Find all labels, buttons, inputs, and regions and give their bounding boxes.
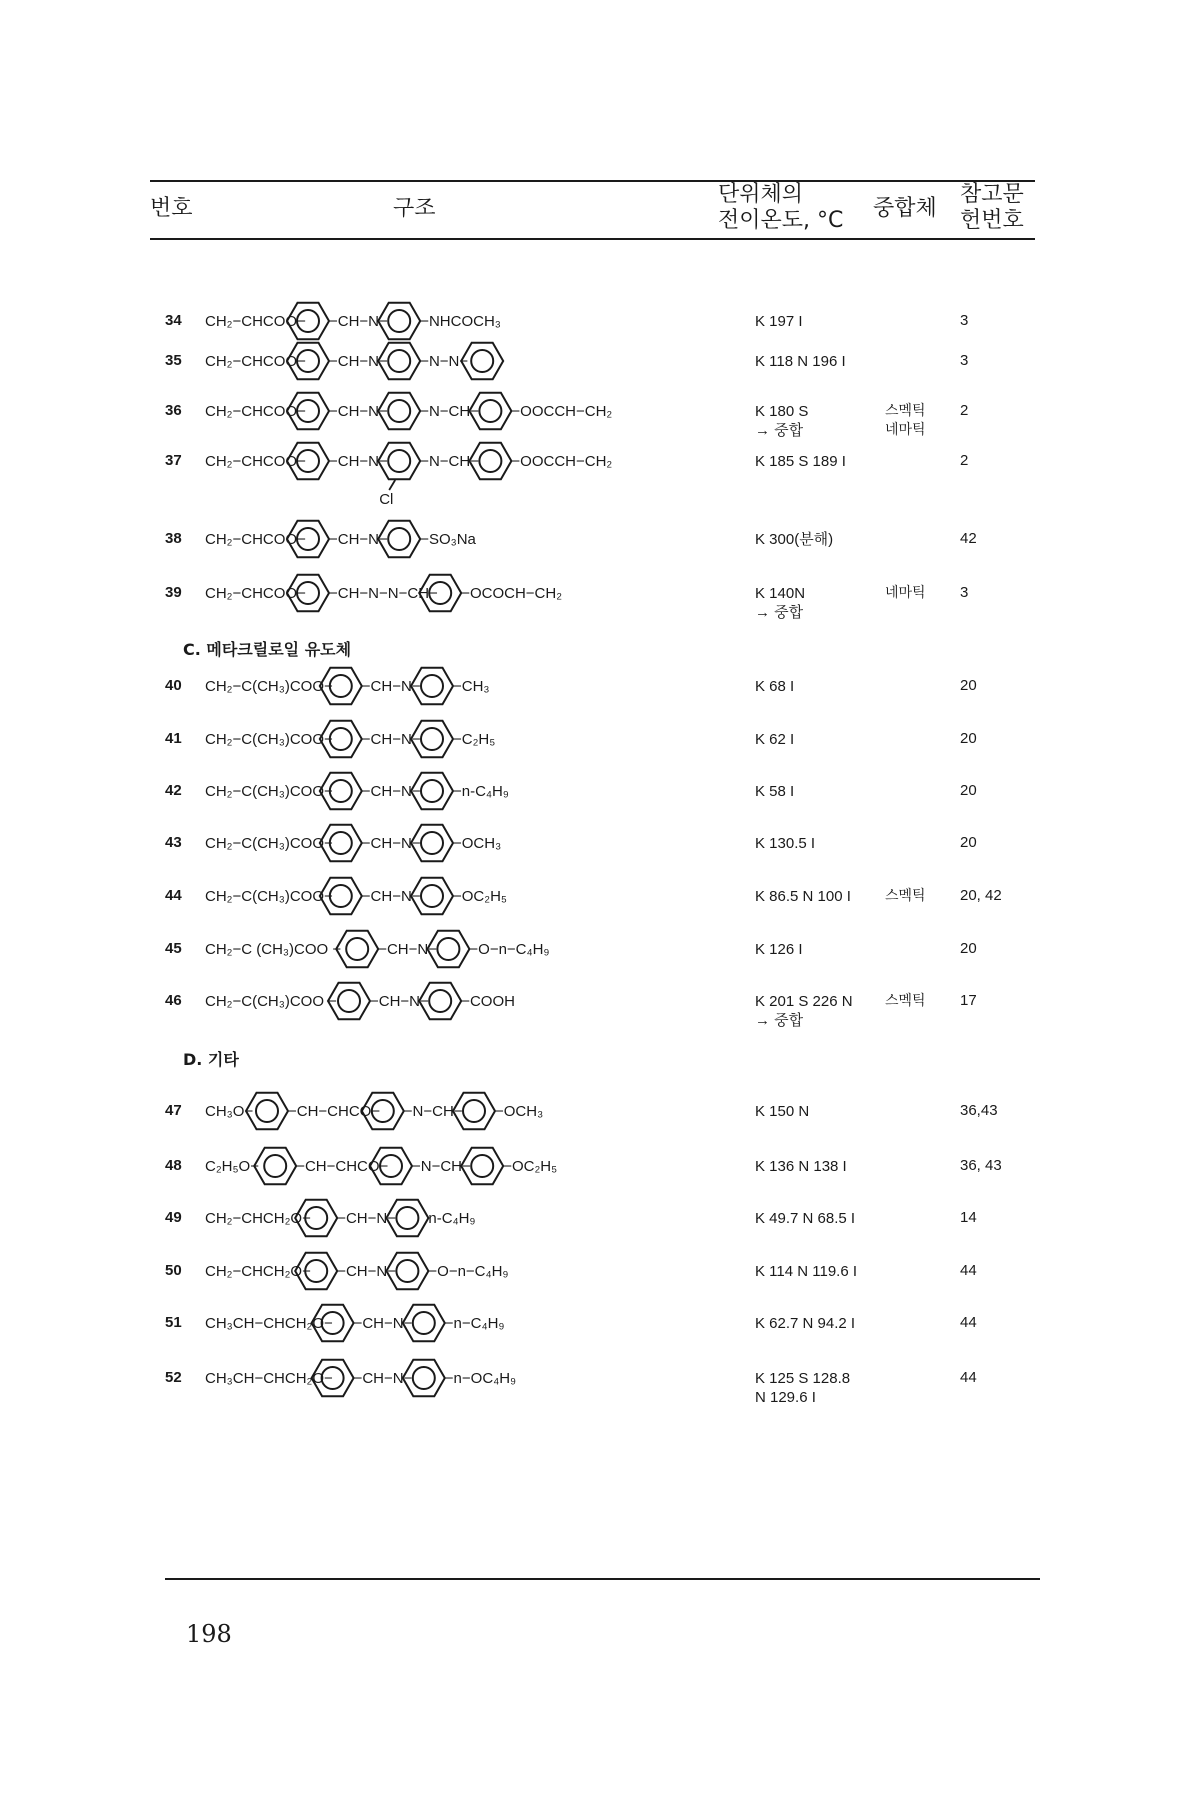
structure-drawing <box>205 976 745 1026</box>
chemical-structure <box>205 818 745 868</box>
compound-number: 34 <box>165 312 182 329</box>
structure-fragment: CH₂−CHCOO− <box>205 313 306 330</box>
chemical-structure <box>205 514 745 564</box>
chemical-structure <box>205 1086 745 1136</box>
structure-fragment: CH₃CH−CHCH₂O− <box>205 1370 333 1387</box>
section-d-title: D. 기타 <box>183 1050 239 1069</box>
structure-fragment: CH₂−CHCOO− <box>205 531 306 548</box>
structure-fragment: −SO₃Na <box>420 531 476 548</box>
structure-drawing <box>205 1141 745 1191</box>
structure-fragment: −NHCOCH₃ <box>420 313 501 330</box>
transition-temperature: K 180 S → 중합 <box>755 403 809 439</box>
structure-fragment: CH₂−CHCOO− <box>205 585 306 602</box>
chemical-structure <box>205 336 745 386</box>
aromatic-circle-icon <box>388 400 410 422</box>
structure-drawing <box>205 1193 745 1243</box>
aromatic-circle-icon <box>421 675 443 697</box>
structure-fragment: C₂H₅O− <box>205 1158 259 1175</box>
structure-fragment: −n−C₄H₉ <box>444 1315 505 1332</box>
structure-fragment: CH₂−C(CH₃)COO− <box>205 783 333 800</box>
reference-number: 20 <box>960 782 977 799</box>
header-polymer: 중합체 <box>873 196 937 221</box>
structure-fragment: CH₂−CHCOO− <box>205 403 306 420</box>
structure-fragment: −n−OC₄H₉ <box>444 1370 517 1387</box>
aromatic-circle-icon <box>479 400 501 422</box>
header-top-rule <box>150 180 1035 182</box>
compound-number: 45 <box>165 940 182 957</box>
reference-number: 20 <box>960 834 977 851</box>
reference-number: 36,43 <box>960 1102 998 1119</box>
reference-number: 3 <box>960 312 969 329</box>
aromatic-circle-icon <box>264 1155 286 1177</box>
aromatic-circle-icon <box>463 1100 485 1122</box>
transition-temperature: K 300(분해) <box>755 531 834 548</box>
structure-drawing <box>205 436 745 508</box>
chemical-structure <box>205 924 745 974</box>
structure-drawing <box>205 1298 745 1348</box>
reference-number: 2 <box>960 452 969 469</box>
section-c-title: C. 메타크릴로일 유도체 <box>183 640 352 659</box>
aromatic-circle-icon <box>421 780 443 802</box>
aromatic-circle-icon <box>471 1155 493 1177</box>
aromatic-circle-icon <box>388 350 410 372</box>
polymer-phase: 스멕틱 <box>885 993 926 1009</box>
aromatic-circle-icon <box>330 832 352 854</box>
transition-temperature: K 197 I <box>755 313 803 330</box>
compound-number: 36 <box>165 402 182 419</box>
header-structure: 구조 <box>393 196 436 221</box>
aromatic-circle-icon <box>421 728 443 750</box>
header-ref-2: 헌번호 <box>960 208 1024 233</box>
structure-fragment: −CH−N− <box>329 353 388 370</box>
aromatic-circle-icon <box>388 450 410 472</box>
table-row <box>0 1367 1200 1427</box>
reference-number: 44 <box>960 1369 977 1386</box>
structure-drawing <box>205 714 745 764</box>
structure-fragment: CH₂−C(CH₃)COO− <box>205 888 333 905</box>
transition-temperature: K 68 I <box>755 678 795 695</box>
structure-fragment: −CH−N− <box>361 783 421 800</box>
chemical-structure <box>205 1246 745 1296</box>
structure-fragment: −COOH <box>461 993 515 1010</box>
aromatic-circle-icon <box>330 675 352 697</box>
chemical-structure <box>205 661 745 711</box>
transition-temperature: K 49.7 N 68.5 I <box>755 1210 856 1227</box>
aromatic-circle-icon <box>338 990 360 1012</box>
compound-number: 48 <box>165 1157 182 1174</box>
compound-number: 35 <box>165 352 182 369</box>
structure-fragment: −CH−N− <box>361 678 421 695</box>
table-row <box>0 990 1200 1050</box>
structure-fragment: CH₂−C(CH₃)COO− <box>205 835 333 852</box>
aromatic-circle-icon <box>396 1207 418 1229</box>
aromatic-circle-icon <box>256 1100 278 1122</box>
aromatic-circle-icon <box>330 780 352 802</box>
compound-number: 49 <box>165 1209 182 1226</box>
transition-temperature: K 58 I <box>755 783 795 800</box>
header-ref-1: 참고문 <box>960 182 1024 207</box>
compound-number: 37 <box>165 452 182 469</box>
structure-fragment: −OOCCH−CH₂ <box>511 453 613 470</box>
structure-fragment: −CH−N− <box>361 731 421 748</box>
aromatic-circle-icon <box>388 310 410 332</box>
compound-number: 50 <box>165 1262 182 1279</box>
substituent-bond <box>389 480 395 490</box>
transition-temperature: K 136 N 138 I <box>755 1158 847 1175</box>
reference-number: 42 <box>960 530 977 547</box>
chemical-structure <box>205 976 745 1026</box>
reference-number: 3 <box>960 352 969 369</box>
structure-drawing <box>205 1353 745 1403</box>
aromatic-circle-icon <box>429 990 451 1012</box>
structure-fragment: −CH−N− <box>329 403 388 420</box>
header-bottom-rule <box>150 238 1035 240</box>
aromatic-circle-icon <box>346 938 368 960</box>
structure-drawing <box>205 924 745 974</box>
structure-fragment: CH₂−CHCOO− <box>205 353 306 370</box>
chemical-structure <box>205 568 745 618</box>
chemical-structure <box>205 1193 745 1243</box>
structure-fragment: CH₂−C(CH₃)COO− <box>205 731 333 748</box>
structure-fragment: −CH−N−N−CH− <box>329 585 438 602</box>
aromatic-circle-icon <box>479 450 501 472</box>
page-number: 198 <box>186 1620 232 1648</box>
structure-fragment: CH₃O− <box>205 1103 254 1120</box>
structure-drawing <box>205 514 745 564</box>
structure-fragment: −OCH₃ <box>453 835 502 852</box>
compound-number: 51 <box>165 1314 182 1331</box>
structure-drawing <box>205 661 745 711</box>
structure-fragment: −CH−CHCO− <box>288 1103 381 1120</box>
table-row <box>0 450 1200 510</box>
structure-fragment: −O−n−C₄H₉ <box>428 1263 509 1280</box>
structure-drawing <box>205 336 745 386</box>
transition-temperature: K 86.5 N 100 I <box>755 888 851 905</box>
transition-temperature: K 130.5 I <box>755 835 816 852</box>
polymer-phase: 스멕틱 네마틱 <box>885 403 926 438</box>
structure-fragment: CH₃CH−CHCH₂O− <box>205 1315 333 1332</box>
transition-temperature: K 126 I <box>755 941 803 958</box>
reference-number: 17 <box>960 992 977 1009</box>
chemical-structure <box>205 1298 745 1348</box>
structure-fragment: −OC₂H₅ <box>503 1158 558 1175</box>
structure-fragment: CH₂−CHCH₂O− <box>205 1210 311 1227</box>
structure-drawing <box>205 1086 745 1136</box>
transition-temperature: K 150 N <box>755 1103 810 1120</box>
benzene-ring-icon <box>336 931 378 967</box>
chemical-structure <box>205 766 745 816</box>
transition-temperature: K 62 I <box>755 731 795 748</box>
aromatic-circle-icon <box>330 885 352 907</box>
compound-number: 38 <box>165 530 182 547</box>
header-transition-1: 단위체의 <box>718 182 804 207</box>
aromatic-circle-icon <box>396 1260 418 1282</box>
transition-temperature: K 114 N 119.6 I <box>755 1263 858 1280</box>
compound-number: 44 <box>165 887 182 904</box>
transition-temperature: K 125 S 128.8 N 129.6 I <box>755 1370 851 1406</box>
structure-drawing <box>205 871 745 921</box>
chemical-structure <box>205 436 745 508</box>
compound-number: 43 <box>165 834 182 851</box>
compound-number: 39 <box>165 584 182 601</box>
transition-temperature: K 201 S 226 N → 중합 <box>755 993 853 1029</box>
substituent-label: Cl <box>379 491 394 508</box>
structure-fragment: CH₂−C(CH₃)COO − <box>205 993 337 1010</box>
structure-fragment: −OC₂H₅ <box>453 888 507 905</box>
structure-fragment: −CH−N− <box>329 531 388 548</box>
structure-drawing <box>205 1246 745 1296</box>
aromatic-circle-icon <box>471 350 493 372</box>
reference-number: 20 <box>960 677 977 694</box>
structure-fragment: n-C₄H₉ <box>428 1210 476 1227</box>
polymer-phase: 스멕틱 <box>885 888 926 904</box>
transition-temperature: K 118 N 196 I <box>755 353 846 370</box>
structure-fragment: −C₂H₅ <box>453 731 496 748</box>
aromatic-circle-icon <box>413 1312 435 1334</box>
structure-drawing <box>205 818 745 868</box>
reference-number: 20 <box>960 940 977 957</box>
compound-number: 52 <box>165 1369 182 1386</box>
structure-fragment: −OCOCH−CH₂ <box>461 585 563 602</box>
compound-number: 42 <box>165 782 182 799</box>
reference-number: 44 <box>960 1314 977 1331</box>
structure-fragment: CH₂−C (CH₃)COO − <box>205 941 342 958</box>
aromatic-circle-icon <box>330 728 352 750</box>
structure-fragment: −CH−N− <box>361 835 421 852</box>
structure-fragment: −OOCCH−CH₂ <box>511 403 613 420</box>
structure-fragment: −CH−N− <box>329 453 388 470</box>
structure-drawing <box>205 766 745 816</box>
structure-fragment: −O−n−C₄H₉ <box>469 941 550 958</box>
chemical-structure <box>205 1353 745 1403</box>
structure-fragment: −n-C₄H₉ <box>453 783 509 800</box>
aromatic-circle-icon <box>421 885 443 907</box>
structure-fragment: −N−CH− <box>420 453 479 470</box>
reference-number: 20, 42 <box>960 887 1002 904</box>
structure-fragment: −N−N− <box>420 353 469 370</box>
structure-fragment: −OCH₃ <box>495 1103 544 1120</box>
chemical-structure <box>205 386 745 436</box>
structure-fragment: −N−CH− <box>403 1103 463 1120</box>
structure-fragment: CH₂−C(CH₃)COO− <box>205 678 333 695</box>
aromatic-circle-icon <box>413 1367 435 1389</box>
chemical-structure <box>205 871 745 921</box>
table-row <box>0 582 1200 642</box>
polymer-phase: 네마틱 <box>885 585 926 601</box>
benzene-ring-icon <box>254 1148 296 1184</box>
structure-drawing <box>205 568 745 618</box>
structure-fragment: −CH−N− <box>378 941 437 958</box>
reference-number: 3 <box>960 584 969 601</box>
reference-number: 2 <box>960 402 969 419</box>
structure-fragment: −CH−N− <box>370 993 429 1010</box>
compound-number: 47 <box>165 1102 182 1119</box>
compound-number: 46 <box>165 992 182 1009</box>
aromatic-circle-icon <box>421 832 443 854</box>
structure-fragment: −CH−N− <box>361 888 421 905</box>
aromatic-circle-icon <box>388 528 410 550</box>
reference-number: 14 <box>960 1209 977 1226</box>
header-transition-2: 전이온도, °C <box>718 208 844 233</box>
header-number: 번호 <box>150 196 193 221</box>
structure-fragment: −CH₃ <box>453 678 490 695</box>
structure-fragment: −CH−N− <box>337 1210 396 1227</box>
structure-fragment: −CH−CHCO− <box>296 1158 389 1175</box>
chemical-structure <box>205 714 745 764</box>
structure-fragment: −CH−N− <box>353 1315 413 1332</box>
structure-fragment: −CH−N− <box>337 1263 396 1280</box>
reference-number: 20 <box>960 730 977 747</box>
compound-number: 40 <box>165 677 182 694</box>
compound-number: 41 <box>165 730 182 747</box>
structure-fragment: −CH−N− <box>329 313 388 330</box>
aromatic-circle-icon <box>437 938 459 960</box>
chemical-structure <box>205 1141 745 1191</box>
structure-fragment: −CH−N− <box>353 1370 413 1387</box>
structure-fragment: −N−CH− <box>412 1158 471 1175</box>
transition-temperature: K 62.7 N 94.2 I <box>755 1315 856 1332</box>
transition-temperature: K 140N → 중합 <box>755 585 806 621</box>
reference-number: 36, 43 <box>960 1157 1002 1174</box>
structure-fragment: CH₂−CHCH₂O− <box>205 1263 311 1280</box>
reference-number: 44 <box>960 1262 977 1279</box>
structure-fragment: −N−CH− <box>420 403 479 420</box>
structure-fragment: CH₂−CHCOO− <box>205 453 306 470</box>
footer-rule <box>165 1578 1040 1580</box>
transition-temperature: K 185 S 189 I <box>755 453 846 470</box>
structure-drawing <box>205 386 745 436</box>
